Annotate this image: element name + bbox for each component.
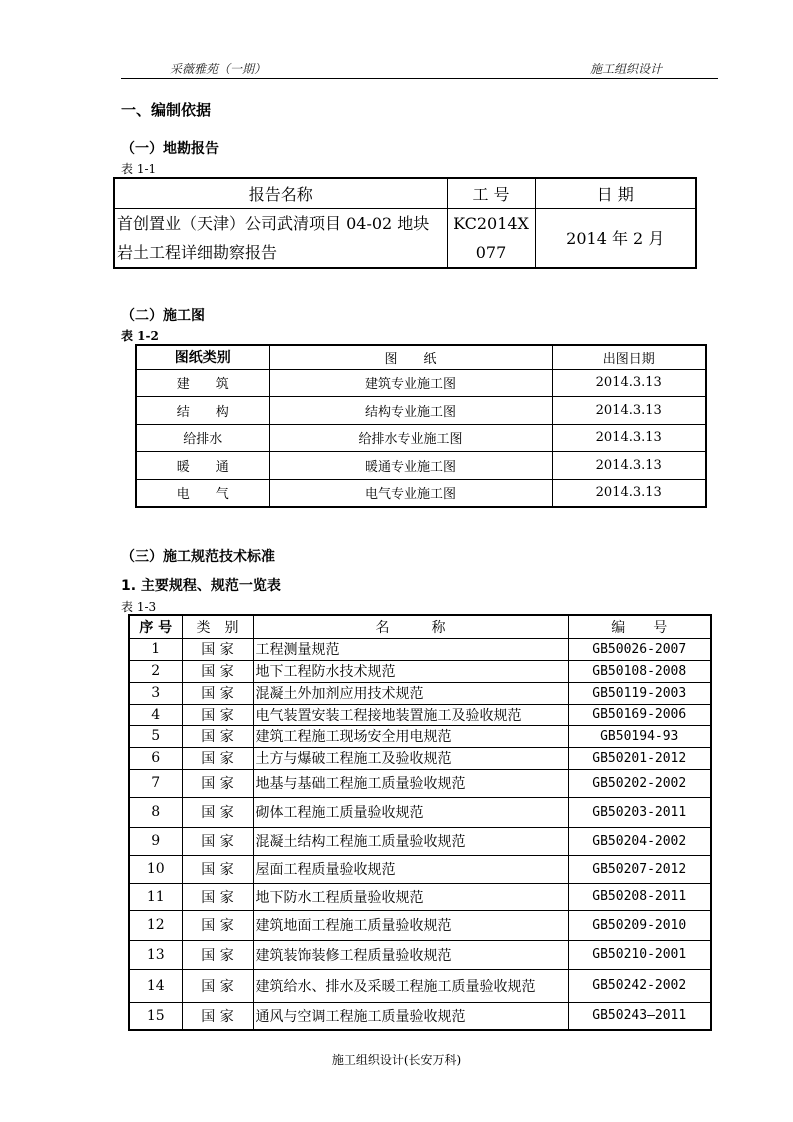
drawings-table xyxy=(135,344,707,508)
table-row xyxy=(136,479,706,507)
header-rule xyxy=(121,78,718,79)
category: 国 家 xyxy=(182,910,253,940)
issue-date: 2014.3.13 xyxy=(552,369,706,397)
standard-name: 地下防水工程质量验收规范 xyxy=(253,883,568,910)
table-row xyxy=(129,910,711,940)
category: 国 家 xyxy=(182,682,253,704)
table-row xyxy=(129,940,711,969)
drawing-category: 暖 通 xyxy=(136,452,269,480)
standard-code: GB50026-2007 xyxy=(568,638,711,660)
standard-code: GB50108-2008 xyxy=(568,660,711,682)
standard-name: 地基与基础工程施工质量验收规范 xyxy=(253,769,568,797)
standard-code: GB50119-2003 xyxy=(568,682,711,704)
row-number: 6 xyxy=(129,747,182,769)
standard-name: 建筑给水、排水及采暖工程施工质量验收规范 xyxy=(253,969,568,1002)
row-number: 11 xyxy=(129,883,182,910)
category: 国 家 xyxy=(182,769,253,797)
column-header: 名 称 xyxy=(253,615,568,638)
issue-date: 2014.3.13 xyxy=(552,397,706,425)
standards-table xyxy=(128,614,712,1031)
table-row xyxy=(129,660,711,682)
column-header: 图纸类别 xyxy=(136,345,269,369)
report-date-cell: 2014 年 2 月 xyxy=(535,208,696,268)
table-row xyxy=(129,883,711,910)
table-row xyxy=(129,797,711,827)
column-header: 出图日期 xyxy=(552,345,706,369)
standard-name: 工程测量规范 xyxy=(253,638,568,660)
standard-code: GB50242-2002 xyxy=(568,969,711,1002)
page-footer: 施工组织设计(长安万科) xyxy=(331,1053,462,1067)
table-row xyxy=(136,452,706,480)
row-number: 14 xyxy=(129,969,182,1002)
drawing-name: 给排水专业施工图 xyxy=(269,424,552,452)
subsection-heading-survey: （一）地勘报告 xyxy=(121,141,219,157)
row-number: 7 xyxy=(129,769,182,797)
standard-name: 混凝土结构工程施工质量验收规范 xyxy=(253,827,568,855)
drawing-name: 结构专业施工图 xyxy=(269,397,552,425)
issue-date: 2014.3.13 xyxy=(552,479,706,507)
table-row xyxy=(129,827,711,855)
column-header: 图 纸 xyxy=(269,345,552,369)
standard-code: GB50208-2011 xyxy=(568,883,711,910)
subsection-heading-drawings: （二）施工图 xyxy=(121,308,205,324)
report-name-cell: 首创置业（天津）公司武清项目 04-02 地块岩土工程详细勘察报告 xyxy=(114,208,447,268)
column-header: 报告名称 xyxy=(114,178,447,208)
row-number: 15 xyxy=(129,1002,182,1030)
standard-name: 混凝土外加剂应用技术规范 xyxy=(253,682,568,704)
column-header: 日 期 xyxy=(535,178,696,208)
row-number: 4 xyxy=(129,704,182,725)
issue-date: 2014.3.13 xyxy=(552,452,706,480)
standard-code: GB50201-2012 xyxy=(568,747,711,769)
category: 国 家 xyxy=(182,883,253,910)
category: 国 家 xyxy=(182,827,253,855)
column-header: 类 别 xyxy=(182,615,253,638)
standard-code: GB50207-2012 xyxy=(568,855,711,883)
table-header-row xyxy=(129,615,711,638)
survey-report-table xyxy=(113,177,697,269)
standard-name: 建筑工程施工现场安全用电规范 xyxy=(253,725,568,747)
table3-caption: 表 1-3 xyxy=(121,600,157,614)
row-number: 10 xyxy=(129,855,182,883)
row-number: 12 xyxy=(129,910,182,940)
section-heading: 一、编制依据 xyxy=(121,101,212,119)
drawing-category: 电 气 xyxy=(136,479,269,507)
table-row xyxy=(136,369,706,397)
standard-name: 屋面工程质量验收规范 xyxy=(253,855,568,883)
drawing-category: 结 构 xyxy=(136,397,269,425)
standard-code: GB50204-2002 xyxy=(568,827,711,855)
drawing-category: 建 筑 xyxy=(136,369,269,397)
category: 国 家 xyxy=(182,747,253,769)
project-number-cell: KC2014X077 xyxy=(447,208,535,268)
drawing-category: 给排水 xyxy=(136,424,269,452)
row-number: 13 xyxy=(129,940,182,969)
category: 国 家 xyxy=(182,704,253,725)
category: 国 家 xyxy=(182,969,253,1002)
row-number: 8 xyxy=(129,797,182,827)
standard-name: 建筑地面工程施工质量验收规范 xyxy=(253,910,568,940)
table-row xyxy=(129,1002,711,1030)
standard-code: GB50202-2002 xyxy=(568,769,711,797)
table2-caption: 表 1-2 xyxy=(121,329,159,343)
standards-list-heading: 1. 主要规程、规范一览表 xyxy=(121,578,281,594)
subsection-heading-standards: （三）施工规范技术标准 xyxy=(121,549,275,565)
table-row xyxy=(136,424,706,452)
standard-name: 砌体工程施工质量验收规范 xyxy=(253,797,568,827)
standard-name: 建筑装饰装修工程质量验收规范 xyxy=(253,940,568,969)
column-header: 工 号 xyxy=(447,178,535,208)
issue-date: 2014.3.13 xyxy=(552,424,706,452)
table-row xyxy=(129,747,711,769)
table-row xyxy=(136,397,706,425)
standard-code: GB50194-93 xyxy=(568,725,711,747)
standard-name: 通风与空调工程施工质量验收规范 xyxy=(253,1002,568,1030)
category: 国 家 xyxy=(182,638,253,660)
category: 国 家 xyxy=(182,855,253,883)
header-doc-title: 施工组织设计 xyxy=(590,62,663,76)
drawing-name: 建筑专业施工图 xyxy=(269,369,552,397)
table-row xyxy=(129,682,711,704)
table-row xyxy=(129,969,711,1002)
table-row xyxy=(129,725,711,747)
column-header: 序 号 xyxy=(129,615,182,638)
standard-code: GB50203-2011 xyxy=(568,797,711,827)
table-row xyxy=(129,769,711,797)
row-number: 2 xyxy=(129,660,182,682)
header-project-name: 采薇雅苑（一期） xyxy=(170,62,267,76)
table-header-row xyxy=(136,345,706,369)
standard-code: GB50169-2006 xyxy=(568,704,711,725)
table-row xyxy=(129,638,711,660)
standard-name: 土方与爆破工程施工及验收规范 xyxy=(253,747,568,769)
category: 国 家 xyxy=(182,1002,253,1030)
standard-code: GB50243—2011 xyxy=(568,1002,711,1030)
category: 国 家 xyxy=(182,725,253,747)
standard-code: GB50210-2001 xyxy=(568,940,711,969)
row-number: 9 xyxy=(129,827,182,855)
drawing-name: 电气专业施工图 xyxy=(269,479,552,507)
category: 国 家 xyxy=(182,660,253,682)
category: 国 家 xyxy=(182,940,253,969)
standard-name: 电气装置安装工程接地装置施工及验收规范 xyxy=(253,704,568,725)
drawing-name: 暖通专业施工图 xyxy=(269,452,552,480)
category: 国 家 xyxy=(182,797,253,827)
table1-caption: 表 1-1 xyxy=(121,162,157,176)
table-row xyxy=(129,855,711,883)
standard-code: GB50209-2010 xyxy=(568,910,711,940)
row-number: 5 xyxy=(129,725,182,747)
column-header: 编 号 xyxy=(568,615,711,638)
table-row xyxy=(129,704,711,725)
standard-name: 地下工程防水技术规范 xyxy=(253,660,568,682)
row-number: 1 xyxy=(129,638,182,660)
row-number: 3 xyxy=(129,682,182,704)
